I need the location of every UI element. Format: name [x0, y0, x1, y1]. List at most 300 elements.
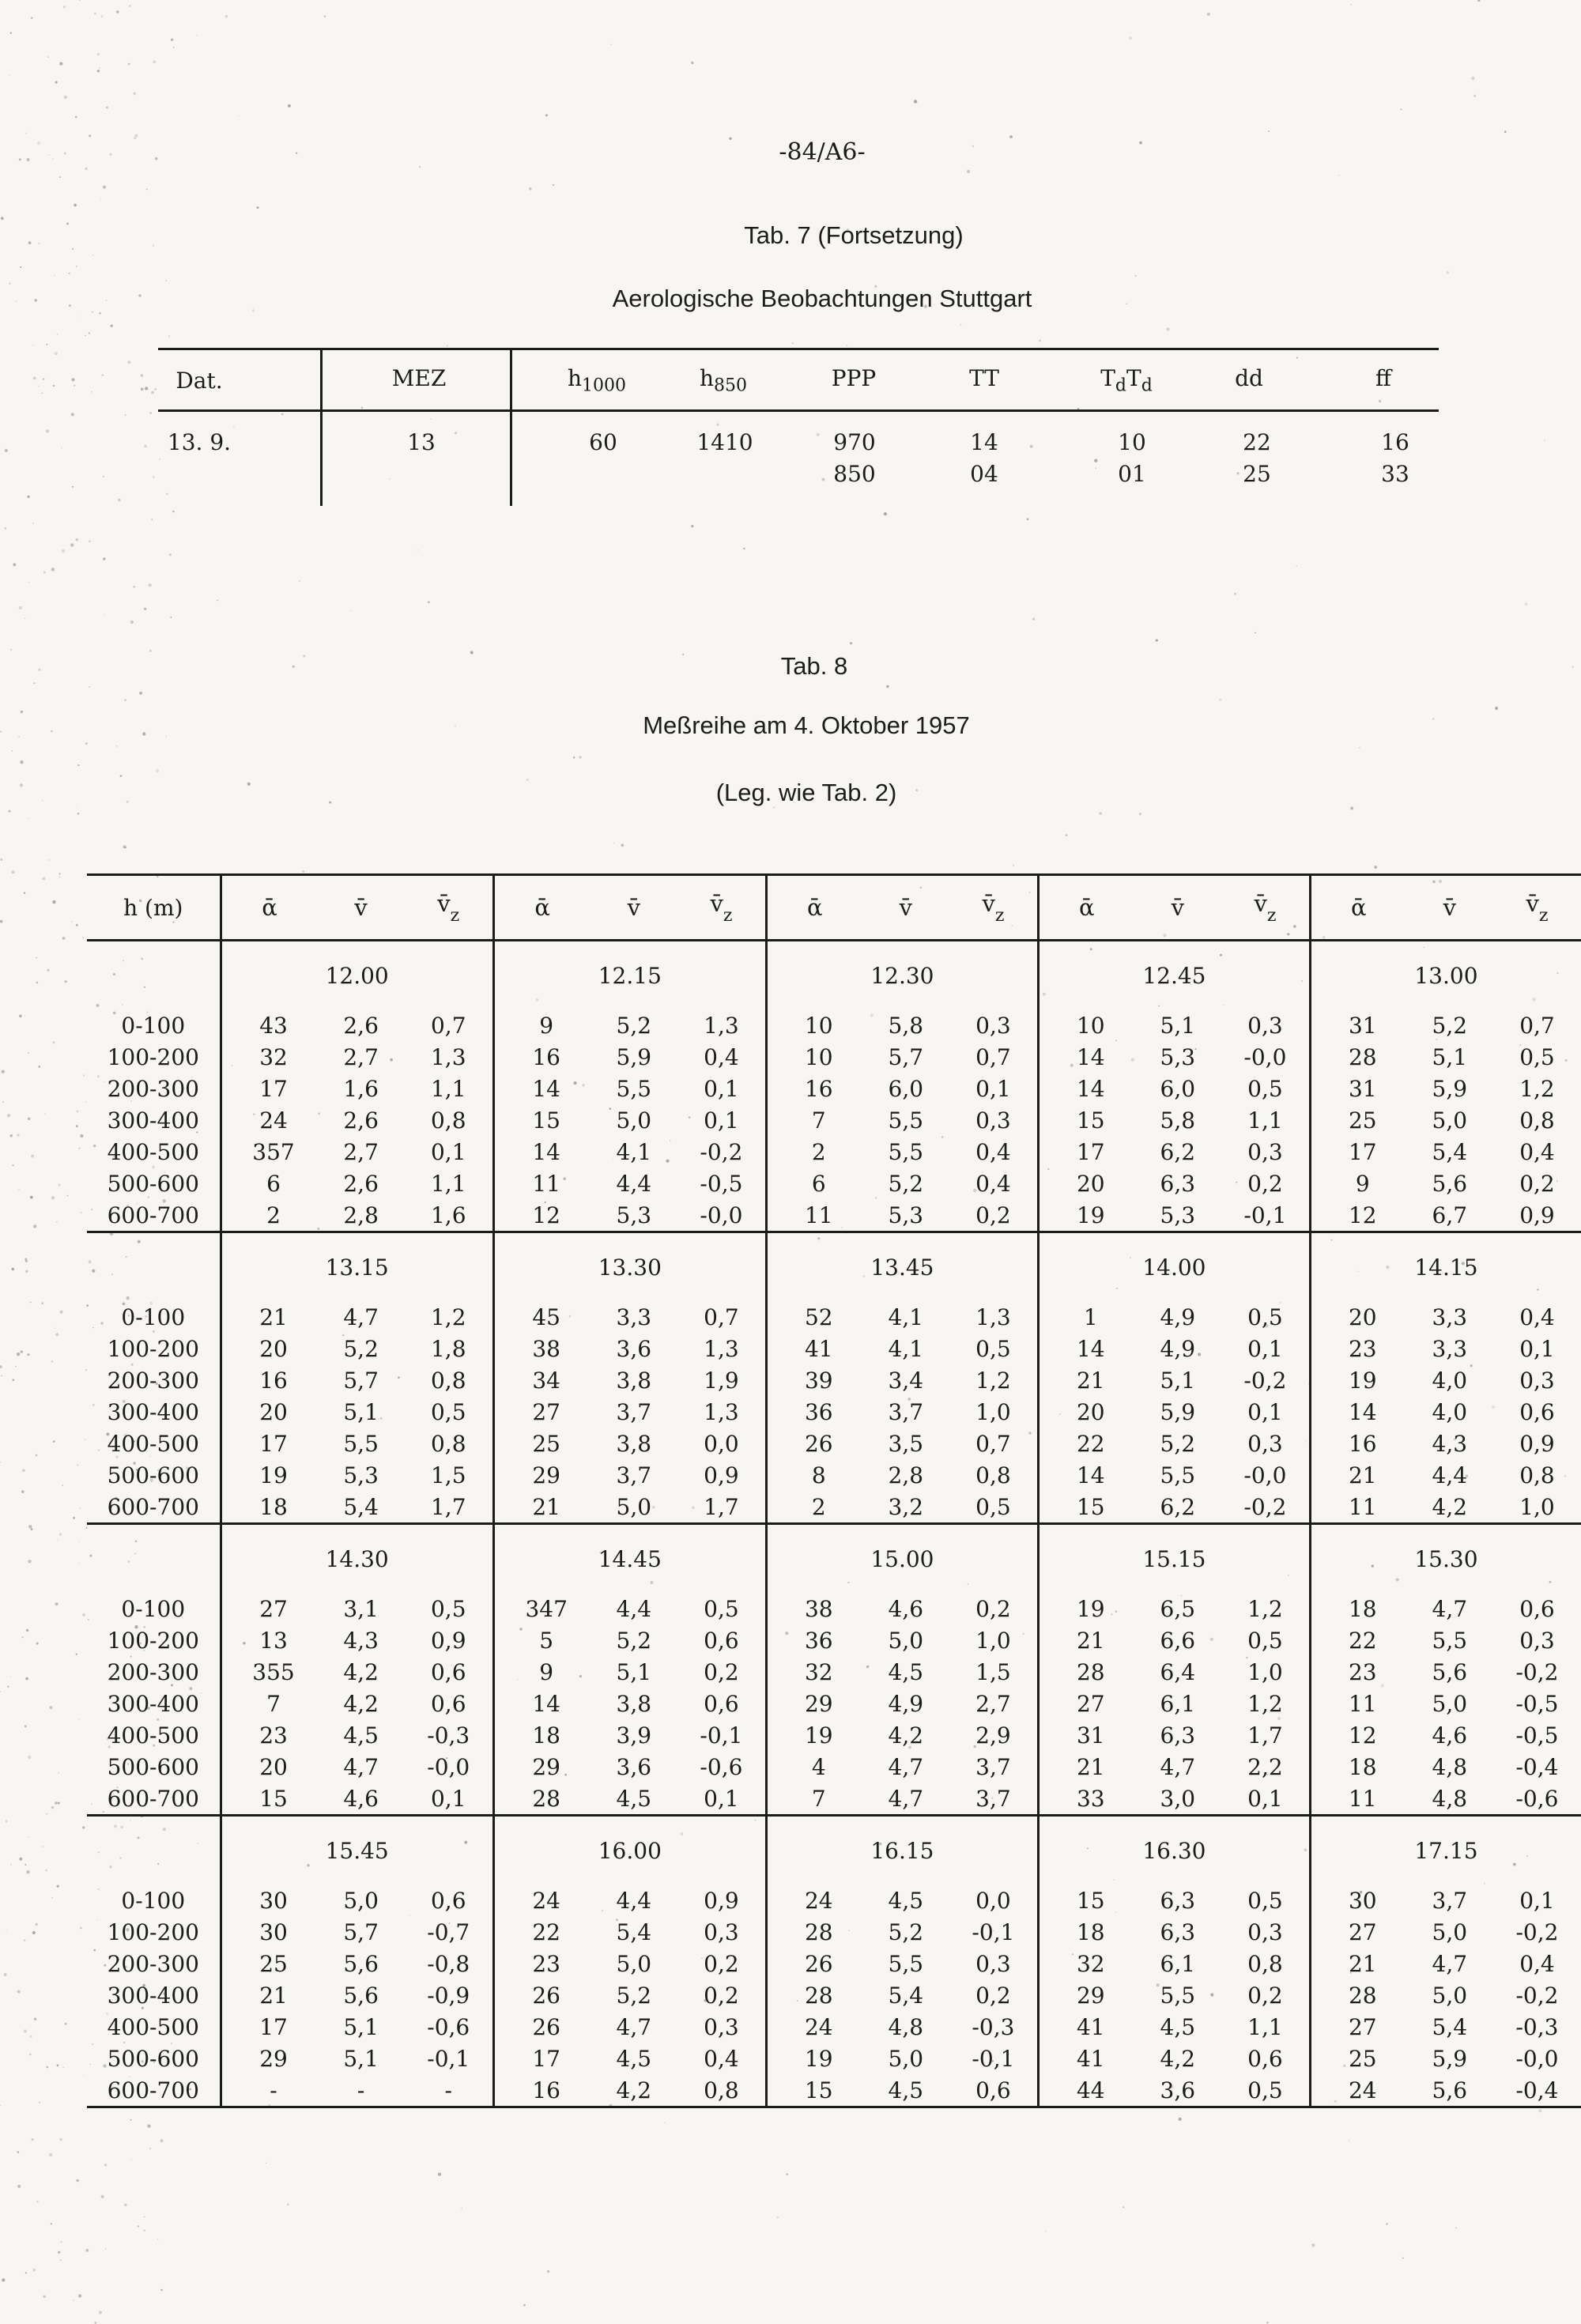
- v-value: 5,1: [1432, 1043, 1468, 1070]
- vz-value: 0,8: [1247, 1950, 1283, 1977]
- alpha-value: 6: [221, 1168, 317, 1199]
- data-row: [87, 1979, 1581, 2011]
- v-value: 5,5: [1160, 1462, 1196, 1488]
- alpha-value: 2: [221, 1199, 317, 1232]
- alpha-value: 7: [221, 1688, 317, 1719]
- v-value: 6,2: [1160, 1138, 1196, 1165]
- vz-value: 0,9: [430, 1627, 466, 1654]
- v-value: 5,9: [1432, 1075, 1468, 1102]
- alpha-value: 24: [1310, 2074, 1406, 2107]
- vz-value: 0,4: [704, 1043, 739, 1070]
- v-value: 6,0: [1160, 1075, 1196, 1102]
- alpha-value: 34: [493, 1364, 590, 1396]
- vz-value: 0,2: [975, 1595, 1011, 1622]
- v-value: 4,2: [343, 1658, 379, 1685]
- height-label: 100-200: [107, 1918, 199, 1945]
- v-value: 6,6: [1160, 1627, 1196, 1654]
- alpha-value: 20: [1310, 1301, 1406, 1333]
- data-row: [87, 1948, 1581, 1979]
- alpha-value: 15: [766, 2074, 862, 2107]
- v-value: 4,5: [888, 1658, 924, 1685]
- v-value: 5,2: [616, 1012, 652, 1039]
- alpha-value: 25: [493, 1428, 590, 1459]
- vz-value: 1,3: [704, 1398, 739, 1425]
- v-value: 4,2: [888, 1722, 924, 1749]
- vz-value: 1,2: [1247, 1595, 1283, 1622]
- h850-subscript: 850: [714, 375, 748, 396]
- alpha-value: 14: [1038, 1073, 1134, 1104]
- vz-value: 0,6: [1519, 1398, 1555, 1425]
- header-height: h (m): [87, 875, 221, 941]
- data-row: [87, 1199, 1581, 1232]
- v-value: 4,9: [888, 1690, 924, 1717]
- height-label: 300-400: [107, 1398, 199, 1425]
- tab7-header-rule: [158, 409, 1439, 412]
- alpha-value: 7: [766, 1783, 862, 1816]
- alpha-value: 22: [1310, 1624, 1406, 1656]
- vz-subscript: z: [1538, 905, 1549, 926]
- header-vz: [949, 875, 1038, 941]
- data-row: [87, 1396, 1581, 1428]
- v-value: 6,4: [1160, 1658, 1196, 1685]
- time-row-spacer: [87, 1232, 221, 1302]
- alpha-value: 16: [493, 1041, 590, 1073]
- vz-value: 0,8: [1519, 1462, 1555, 1488]
- data-row: [87, 1916, 1581, 1948]
- vz-value: 1,2: [975, 1367, 1011, 1394]
- time-row: [87, 1232, 1581, 1302]
- data-row: [87, 1491, 1581, 1524]
- alpha-value: 24: [221, 1104, 317, 1136]
- v-value: 5,2: [888, 1918, 924, 1945]
- alpha-value: 25: [221, 1948, 317, 1979]
- height-label: 500-600: [107, 2045, 199, 2072]
- height-label: 400-500: [107, 1722, 199, 1749]
- vz-value: 0,1: [1519, 1335, 1555, 1362]
- vz-value: 0,5: [1519, 1043, 1555, 1070]
- alpha-value: 21: [221, 1301, 317, 1333]
- header-vz: [1493, 875, 1581, 941]
- tab8-legend: (Leg. wie Tab. 2): [715, 779, 897, 806]
- vz-value: 0,1: [1247, 1335, 1283, 1362]
- alpha-value: 29: [1038, 1979, 1134, 2011]
- alpha-value: 11: [493, 1168, 590, 1199]
- tab7-header-h1000: [568, 365, 626, 396]
- time-row: [87, 1816, 1581, 1885]
- v-value: 4,6: [1432, 1722, 1468, 1749]
- v-value: 5,4: [317, 1491, 404, 1524]
- vz-value: 2,7: [975, 1690, 1011, 1717]
- v-value: 4,4: [616, 1595, 652, 1622]
- v-value: 4,7: [616, 2013, 652, 2040]
- vz-value: 0,2: [704, 1658, 739, 1685]
- vz-value: -0,2: [1515, 1918, 1559, 1945]
- vz-symbol: v̄: [710, 889, 723, 917]
- vz-value: 0,1: [704, 1107, 739, 1134]
- vz-subscript: z: [450, 905, 460, 926]
- td-symbol-1: T: [1100, 365, 1115, 391]
- vz-value: -0,6: [700, 1753, 743, 1780]
- alpha-value: 30: [1310, 1884, 1406, 1916]
- time-label: 16.30: [1038, 1816, 1310, 1885]
- vz-value: 1,0: [975, 1627, 1011, 1654]
- vz-value: 0,6: [430, 1690, 466, 1717]
- v-value: 4,1: [888, 1335, 924, 1362]
- vz-value: 0,3: [1519, 1367, 1555, 1394]
- data-row: [87, 1073, 1581, 1104]
- v-value: 2,8: [317, 1199, 404, 1232]
- alpha-value: 21: [1310, 1459, 1406, 1491]
- vz-value: 0,5: [1221, 2074, 1310, 2107]
- v-value: 3,6: [616, 1335, 652, 1362]
- v-value: 4,7: [1160, 1753, 1196, 1780]
- tab7-ff-1: 16: [1381, 429, 1409, 455]
- alpha-value: 14: [1038, 1041, 1134, 1073]
- alpha-value: 21: [1038, 1624, 1134, 1656]
- vz-value: 0,5: [1247, 1627, 1283, 1654]
- vz-value: -0,5: [700, 1170, 743, 1197]
- vz-value: 1,0: [1247, 1658, 1283, 1685]
- v-value: 5,6: [1406, 2074, 1493, 2107]
- v-value: 5,4: [888, 1982, 924, 2009]
- vz-value: -0,0: [1243, 1043, 1287, 1070]
- alpha-value: 14: [493, 1073, 590, 1104]
- v-value: 4,4: [1432, 1462, 1468, 1488]
- v-value: 4,2: [591, 2074, 677, 2107]
- vz-value: 1,5: [975, 1658, 1011, 1685]
- height-label: 400-500: [107, 1138, 199, 1165]
- vz-value: 1,5: [430, 1462, 466, 1488]
- alpha-value: 15: [493, 1104, 590, 1136]
- height-label: 300-400: [107, 1690, 199, 1717]
- vz-value: 0,7: [1519, 1012, 1555, 1039]
- height-label: 400-500: [107, 2013, 199, 2040]
- v-value: 5,9: [1160, 1398, 1196, 1425]
- alpha-value: 20: [1038, 1396, 1134, 1428]
- height-label: 0-100: [121, 1012, 186, 1039]
- alpha-value: 29: [493, 1459, 590, 1491]
- alpha-value: 1: [1038, 1301, 1134, 1333]
- alpha-value: 23: [493, 1948, 590, 1979]
- v-value: 5,4: [616, 1918, 652, 1945]
- tab8-table-wrapper: [87, 873, 1581, 2108]
- v-value: 3,6: [616, 1753, 652, 1780]
- v-value: 3,7: [1432, 1887, 1468, 1914]
- v-value: 5,3: [343, 1462, 379, 1488]
- tab7-ff-2: 33: [1381, 461, 1409, 487]
- v-value: 4,8: [888, 2013, 924, 2040]
- vz-value: 1,2: [1247, 1690, 1283, 1717]
- vz-value: 1,2: [1519, 1075, 1555, 1102]
- vz-value: 0,5: [1247, 1075, 1283, 1102]
- vz-value: 1,6: [405, 1199, 493, 1232]
- vz-value: 0,3: [1247, 1430, 1283, 1457]
- vz-value: 0,5: [1247, 1887, 1283, 1914]
- header-alpha: ᾱ: [1310, 875, 1406, 941]
- data-row: [87, 1041, 1581, 1073]
- v-value: 3,2: [862, 1491, 949, 1524]
- alpha-value: 17: [493, 2043, 590, 2074]
- v-value: 5,1: [616, 1658, 652, 1685]
- alpha-value: 24: [493, 1884, 590, 1916]
- alpha-value: 36: [766, 1624, 862, 1656]
- height-label: 100-200: [107, 1043, 199, 1070]
- alpha-value: 23: [1310, 1333, 1406, 1364]
- vz-subscript: z: [1266, 905, 1277, 926]
- alpha-value: 20: [221, 1751, 317, 1783]
- alpha-value: 12: [1310, 1199, 1406, 1232]
- vz-value: 0,3: [1519, 1627, 1555, 1654]
- alpha-value: 21: [493, 1491, 590, 1524]
- v-value: 2,8: [888, 1462, 924, 1488]
- time-label: 12.00: [221, 941, 493, 1010]
- tab7-dd-2: 25: [1243, 461, 1271, 487]
- tab7-ppp-1: 970: [833, 429, 876, 455]
- tab8-body: [87, 941, 1581, 2107]
- data-row: [87, 2043, 1581, 2074]
- alpha-value: 19: [1038, 1593, 1134, 1624]
- v-value: 3,4: [888, 1367, 924, 1394]
- data-row: [87, 1688, 1581, 1719]
- time-label: 12.45: [1038, 941, 1310, 1010]
- alpha-value: 14: [493, 1688, 590, 1719]
- height-label: 500-600: [107, 1170, 199, 1197]
- vz-value: 0,3: [975, 1012, 1011, 1039]
- alpha-value: 20: [1038, 1168, 1134, 1199]
- tab7-title: Aerologische Beobachtungen Stuttgart: [612, 285, 1032, 312]
- v-value: -: [317, 2074, 404, 2107]
- alpha-value: 9: [1310, 1168, 1406, 1199]
- v-value: 4,6: [888, 1595, 924, 1622]
- vz-value: 3,7: [975, 1753, 1011, 1780]
- v-value: 5,0: [888, 2045, 924, 2072]
- alpha-value: 20: [221, 1333, 317, 1364]
- v-value: 5,5: [888, 1138, 924, 1165]
- alpha-value: 21: [1038, 1751, 1134, 1783]
- alpha-value: 5: [493, 1624, 590, 1656]
- alpha-value: 19: [1310, 1364, 1406, 1396]
- v-value: 3,3: [616, 1303, 652, 1330]
- vz-value: 0,3: [704, 2013, 739, 2040]
- v-value: 2,7: [343, 1138, 379, 1165]
- v-value: 5,1: [343, 1398, 379, 1425]
- height-label: 100-200: [107, 1335, 199, 1362]
- v-value: 5,5: [1160, 1982, 1196, 2009]
- v-value: 5,4: [1432, 1138, 1468, 1165]
- v-value: 5,9: [1432, 2045, 1468, 2072]
- data-row: [87, 1301, 1581, 1333]
- vz-value: -0,4: [1493, 2074, 1581, 2107]
- alpha-value: 22: [1038, 1428, 1134, 1459]
- v-value: 3,8: [616, 1367, 652, 1394]
- alpha-value: 26: [766, 1428, 862, 1459]
- tab7-header-tt: TT: [969, 365, 999, 391]
- alpha-value: 23: [1310, 1656, 1406, 1688]
- data-row: [87, 1459, 1581, 1491]
- alpha-value: 17: [221, 1073, 317, 1104]
- alpha-value: 21: [1038, 1364, 1134, 1396]
- height-label: 300-400: [107, 1982, 199, 2009]
- vz-value: 0,6: [1247, 2045, 1283, 2072]
- vz-value: -0,0: [677, 1199, 766, 1232]
- vz-value: -0,1: [700, 1722, 743, 1749]
- alpha-value: 31: [1038, 1719, 1134, 1751]
- height-label: 300-400: [107, 1107, 199, 1134]
- alpha-value: 24: [766, 2011, 862, 2043]
- vz-symbol: v̄: [1526, 889, 1539, 917]
- vz-value: 0,2: [1519, 1170, 1555, 1197]
- td-sub-2: d: [1141, 375, 1153, 396]
- time-row: [87, 941, 1581, 1010]
- v-value: 3,7: [616, 1462, 652, 1488]
- v-value: 2,6: [343, 1170, 379, 1197]
- v-value: 4,5: [888, 1887, 924, 1914]
- page-number: -84/A6-: [779, 138, 866, 166]
- vz-value: 0,7: [704, 1303, 739, 1330]
- vz-value: 0,4: [975, 1138, 1011, 1165]
- time-label: 13.15: [221, 1232, 493, 1302]
- vz-value: 3,7: [949, 1783, 1038, 1816]
- v-value: 4,8: [1432, 1753, 1468, 1780]
- v-value: 5,1: [1160, 1012, 1196, 1039]
- alpha-value: 16: [1310, 1428, 1406, 1459]
- v-value: 4,7: [1432, 1950, 1468, 1977]
- vz-value: -0,1: [972, 2045, 1015, 2072]
- v-value: 4,7: [888, 1753, 924, 1780]
- v-value: 3,5: [888, 1430, 924, 1457]
- alpha-value: 27: [493, 1396, 590, 1428]
- v-value: 6,3: [1160, 1722, 1196, 1749]
- alpha-value: 357: [221, 1136, 317, 1168]
- vz-value: 0,2: [975, 1982, 1011, 2009]
- alpha-value: 2: [766, 1491, 862, 1524]
- alpha-value: 21: [1310, 1948, 1406, 1979]
- v-value: 3,8: [616, 1430, 652, 1457]
- vz-value: 1,7: [677, 1491, 766, 1524]
- vz-value: 0,3: [1247, 1138, 1283, 1165]
- time-row-spacer: [87, 1816, 221, 1885]
- v-value: 5,4: [1432, 2013, 1468, 2040]
- vz-value: 0,7: [430, 1012, 466, 1039]
- v-value: 4,2: [1160, 2045, 1196, 2072]
- v-value: 5,8: [888, 1012, 924, 1039]
- vz-value: 0,1: [1221, 1783, 1310, 1816]
- v-value: 5,5: [616, 1075, 652, 1102]
- vz-value: 0,1: [405, 1783, 493, 1816]
- data-row: [87, 1656, 1581, 1688]
- data-row: [87, 1168, 1581, 1199]
- alpha-value: 19: [766, 2043, 862, 2074]
- v-value: 5,3: [862, 1199, 949, 1232]
- v-value: 4,3: [1432, 1430, 1468, 1457]
- v-value: 4,5: [616, 2045, 652, 2072]
- alpha-value: 18: [1310, 1751, 1406, 1783]
- v-value: 4,2: [343, 1690, 379, 1717]
- vz-value: -0,5: [1515, 1722, 1559, 1749]
- vz-subscript: z: [723, 905, 733, 926]
- v-value: 5,5: [343, 1430, 379, 1457]
- alpha-value: 41: [766, 1333, 862, 1364]
- v-value: 1,6: [343, 1075, 379, 1102]
- alpha-value: 41: [1038, 2011, 1134, 2043]
- vz-value: -0,2: [1515, 1658, 1559, 1685]
- v-value: 5,7: [888, 1043, 924, 1070]
- vz-value: 0,4: [1519, 1303, 1555, 1330]
- v-value: 5,5: [888, 1107, 924, 1134]
- tab7-caption: Tab. 7 (Fortsetzung): [744, 221, 964, 249]
- v-value: 3,7: [888, 1398, 924, 1425]
- time-row-spacer: [87, 941, 221, 1010]
- alpha-value: 16: [221, 1364, 317, 1396]
- header-v: v̄: [862, 875, 949, 941]
- alpha-value: 31: [1310, 1009, 1406, 1041]
- v-value: 5,0: [1432, 1690, 1468, 1717]
- v-value: 5,5: [888, 1950, 924, 1977]
- time-label: 13.00: [1310, 941, 1581, 1010]
- alpha-value: 39: [766, 1364, 862, 1396]
- height-label: 400-500: [107, 1430, 199, 1457]
- v-value: 5,5: [1432, 1627, 1468, 1654]
- v-value: 4,7: [1432, 1595, 1468, 1622]
- vz-value: 0,6: [704, 1627, 739, 1654]
- v-value: 5,3: [1134, 1199, 1221, 1232]
- header-alpha: ᾱ: [1038, 875, 1134, 941]
- alpha-value: 17: [221, 2011, 317, 2043]
- alpha-value: 21: [221, 1979, 317, 2011]
- vz-value: 1,8: [430, 1335, 466, 1362]
- vz-value: 0,3: [1247, 1012, 1283, 1039]
- vz-value: 1,3: [704, 1335, 739, 1362]
- alpha-value: 26: [766, 1948, 862, 1979]
- v-value: 4,4: [616, 1887, 652, 1914]
- alpha-value: 36: [766, 1396, 862, 1428]
- vz-value: 0,8: [430, 1430, 466, 1457]
- v-value: 5,0: [343, 1887, 379, 1914]
- alpha-value: 29: [766, 1688, 862, 1719]
- alpha-value: 11: [1310, 1783, 1406, 1816]
- vz-value: 0,9: [1493, 1199, 1581, 1232]
- vz-value: -0,2: [1515, 1982, 1559, 2009]
- time-label: 16.15: [766, 1816, 1038, 1885]
- v-value: 2,6: [343, 1012, 379, 1039]
- v-value: 4,7: [343, 1753, 379, 1780]
- alpha-value: 10: [766, 1009, 862, 1041]
- alpha-value: 10: [766, 1041, 862, 1073]
- height-label: 200-300: [107, 1367, 199, 1394]
- alpha-value: 23: [221, 1719, 317, 1751]
- vz-value: 0,8: [430, 1107, 466, 1134]
- vz-value: 0,0: [704, 1430, 739, 1457]
- vz-value: 0,7: [975, 1043, 1011, 1070]
- data-row: [87, 1593, 1581, 1624]
- vz-value: 0,5: [704, 1595, 739, 1622]
- alpha-value: 22: [493, 1916, 590, 1948]
- tab7-header-tdtd: [1100, 365, 1153, 396]
- v-value: 4,1: [616, 1138, 652, 1165]
- alpha-value: 27: [1310, 2011, 1406, 2043]
- alpha-value: 29: [493, 1751, 590, 1783]
- tab7-mez: 13: [407, 429, 436, 455]
- header-alpha: ᾱ: [493, 875, 590, 941]
- alpha-value: 11: [1310, 1688, 1406, 1719]
- alpha-value: 19: [1038, 1199, 1134, 1232]
- v-value: 4,5: [591, 1783, 677, 1816]
- v-value: 5,6: [343, 1950, 379, 1977]
- v-value: 4,5: [862, 2074, 949, 2107]
- header-v: v̄: [1134, 875, 1221, 941]
- vz-value: -0,6: [427, 2013, 470, 2040]
- vz-value: -0,9: [427, 1982, 470, 2009]
